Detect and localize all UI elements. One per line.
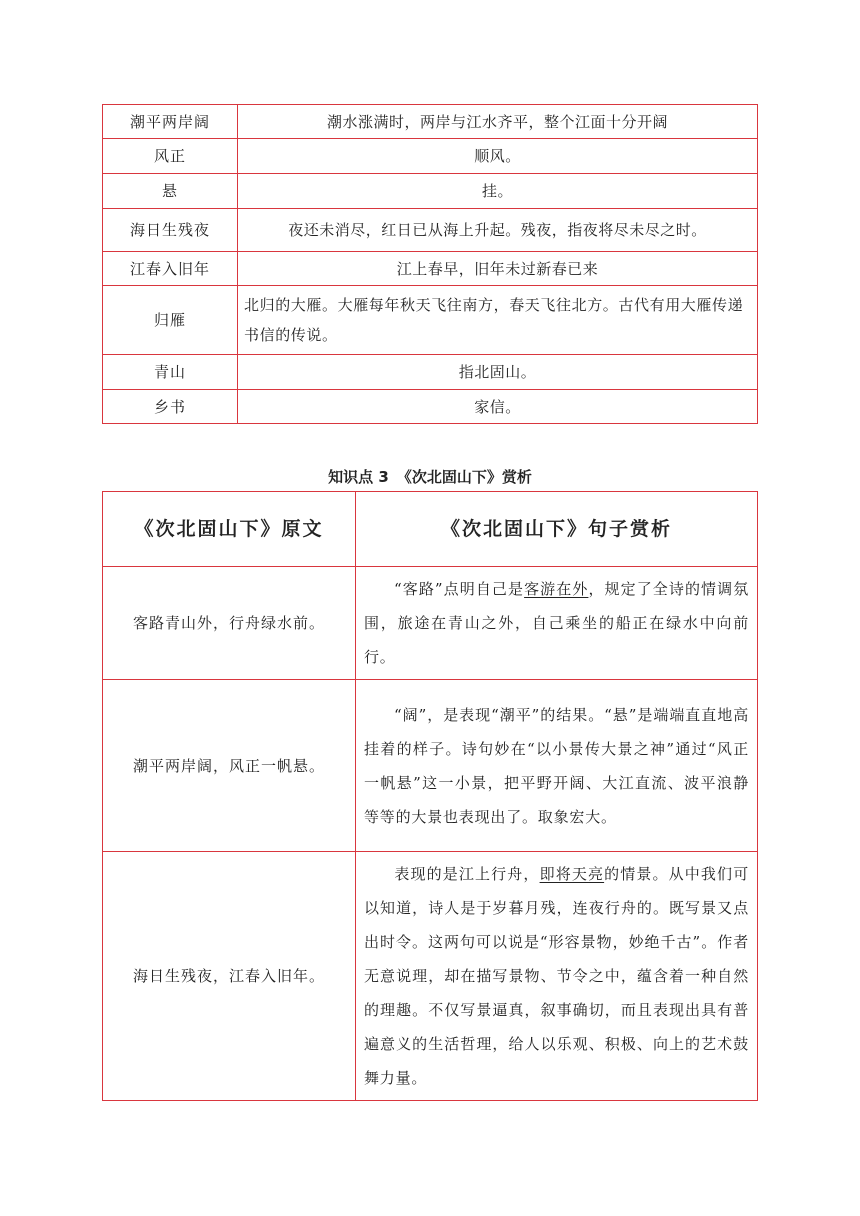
definition-cell: 指北固山。 [238, 355, 758, 390]
term-cell: 乡书 [103, 390, 238, 424]
table-row [103, 209, 758, 252]
table-row [103, 139, 758, 174]
term-cell: 海日生残夜 [103, 209, 238, 252]
table-row [103, 567, 758, 680]
definition-cell: 夜还未消尽，红日已从海上升起。残夜，指夜将尽未尽之时。 [238, 209, 758, 252]
analysis-text [356, 567, 758, 680]
analysis-text [356, 852, 758, 1101]
poem-line: 海日生残夜，江春入旧年。 [103, 852, 356, 1101]
analysis-table [102, 491, 758, 1101]
term-cell: 江春入旧年 [103, 252, 238, 286]
table-row [103, 252, 758, 286]
analysis-text-part: 的情景。从中我们可以知道，诗人是于岁暮月残，连夜行舟的。既写景又点出时令。这两句可以说是“形容景物，妙绝千古”。作者无意说理，却在描写景物、节令之中，蕴含着一种自然的理趣。不仅写景逼真，叙事确切，而且表现出具有普遍意义的生活哲理，给人以乐观、积极、向上的艺术鼓舞力量。 [364, 865, 749, 1087]
definition-cell: 家信。 [238, 390, 758, 424]
term-cell: 归雁 [103, 286, 238, 355]
definition-cell: 潮水涨满时，两岸与江水齐平，整个江面十分开阔 [238, 105, 758, 139]
term-cell: 青山 [103, 355, 238, 390]
vocabulary-table [102, 104, 758, 424]
term-cell: 悬 [103, 174, 238, 209]
table-row [103, 355, 758, 390]
underlined-phrase: 客游在外 [524, 580, 589, 598]
table-row [103, 390, 758, 424]
header-sentence-analysis: 《次北固山下》句子赏析 [356, 492, 758, 567]
table-row [103, 105, 758, 139]
analysis-text-part: “客路”点明自己是 [394, 580, 525, 598]
term-cell: 潮平两岸阔 [103, 105, 238, 139]
section-title: 《次北固山下》赏析 [396, 468, 532, 486]
analysis-text [356, 680, 758, 852]
term-cell: 风正 [103, 139, 238, 174]
definition-cell: 北归的大雁。大雁每年秋天飞往南方，春天飞往北方。古代有用大雁传递书信的传说。 [238, 286, 758, 355]
table-row [103, 174, 758, 209]
definition-cell: 顺风。 [238, 139, 758, 174]
poem-line: 潮平两岸阔，风正一帆悬。 [103, 680, 356, 852]
analysis-text-part: ，规定了全诗的情调氛围，旅途在青山之外，自己乘坐的船正在绿水中向前行。 [364, 580, 749, 666]
underlined-phrase: 即将天亮 [539, 865, 605, 883]
table-row [103, 680, 758, 852]
header-original-text: 《次北固山下》原文 [103, 492, 356, 567]
analysis-text-part: “阔”，是表现“潮平”的结果。“悬”是端端直直地高挂着的样子。诗句妙在“以小景传大景之神”通过“风正一帆悬”这一小景，把平野开阔、大江直流、波平浪静等等的大景也表现出了。取象宏大。 [364, 705, 749, 826]
table-row [103, 286, 758, 355]
analysis-text-part: 表现的是江上行舟， [394, 865, 540, 883]
table-row [103, 852, 758, 1101]
table-header-row [103, 492, 758, 567]
section-label: 知识点 3 [328, 468, 389, 486]
definition-cell: 挂。 [238, 174, 758, 209]
definition-cell: 江上春早，旧年未过新春已来 [238, 252, 758, 286]
poem-line: 客路青山外，行舟绿水前。 [103, 567, 356, 680]
section-heading [0, 466, 860, 487]
